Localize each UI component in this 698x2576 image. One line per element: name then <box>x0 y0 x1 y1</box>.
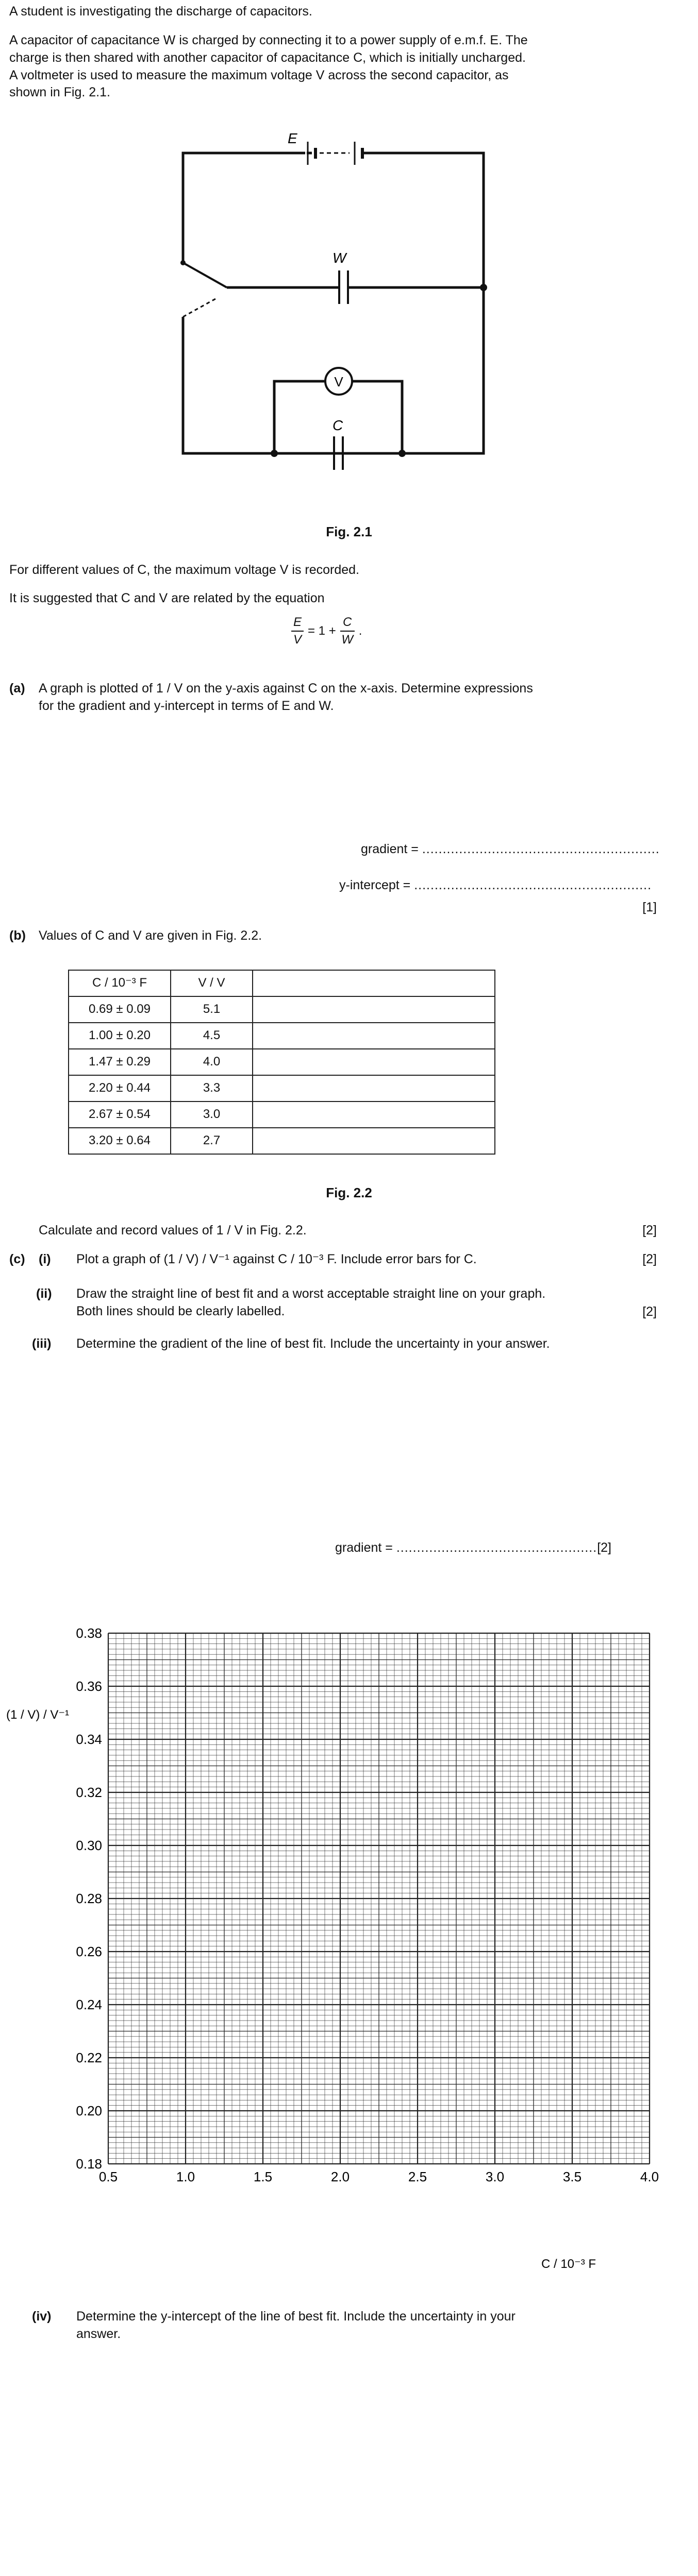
table-row <box>69 1049 495 1075</box>
y-tick-label: 0.28 <box>76 1891 102 1906</box>
junction-dot <box>398 450 406 457</box>
gradient-c-label: gradient = <box>335 1540 393 1555</box>
y-tick-label: 0.32 <box>76 1785 102 1800</box>
junction-dot <box>271 450 278 457</box>
y-tick-label: 0.22 <box>76 2050 102 2065</box>
circuit-diagram <box>155 124 516 495</box>
part-c-i-text: Plot a graph of (1 / V) / V⁻¹ against C / 10⁻³ F. Include error bars for C. <box>76 1252 477 1266</box>
gradient-c-input[interactable]: ................................................. <box>396 1540 597 1555</box>
part-c-ii-line: Draw the straight line of best fit and a worst acceptable straight line on your graph. <box>76 1286 546 1301</box>
cell-inv-v[interactable] <box>253 1128 495 1154</box>
cell-c: 2.20 ± 0.44 <box>69 1075 171 1101</box>
table-row <box>69 1101 495 1128</box>
part-a-line: for the gradient and y-intercept in terms of E and W. <box>39 698 334 713</box>
x-tick-label: 4.0 <box>640 2169 659 2184</box>
label-w: W <box>333 250 346 266</box>
eq-rhs-num: C <box>343 615 352 629</box>
part-c-iii-label: (iii) <box>32 1336 52 1351</box>
voltmeter-label: V <box>334 374 343 389</box>
cell-c: 2.67 ± 0.54 <box>69 1101 171 1128</box>
cell-v: 3.3 <box>171 1075 253 1101</box>
part-c-ii-label: (ii) <box>36 1286 52 1301</box>
part-c-i-marks: [2] <box>642 1252 657 1266</box>
label-c: C <box>333 417 343 433</box>
setup-line: A voltmeter is used to measure the maximum voltage V across the second capacitor, as <box>9 67 509 82</box>
part-a-line: A graph is plotted of 1 / V on the y-axis against C on the x-axis. Determine expressions <box>39 681 533 696</box>
setup-line: shown in Fig. 2.1. <box>9 85 110 100</box>
y-tick-label: 0.20 <box>76 2103 102 2119</box>
table-row <box>69 1128 495 1154</box>
eq-lhs-den: V <box>293 633 302 647</box>
y-tick-label: 0.36 <box>76 1679 102 1694</box>
yint-label: y-intercept = <box>339 878 411 892</box>
x-tick-label: 1.5 <box>253 2169 273 2184</box>
cell-inv-v[interactable] <box>253 1075 495 1101</box>
part-c-iv-line: Determine the y-intercept of the line of best fit. Include the uncertainty in your <box>76 2309 516 2324</box>
x-tick-label: 2.0 <box>330 2169 350 2184</box>
setup-line: A capacitor of capacitance W is charged by connecting it to a power supply of e.m.f. E. The <box>9 33 528 47</box>
setup-paragraph <box>9 32 528 101</box>
x-tick-label: 1.0 <box>176 2169 195 2184</box>
y-axis-label: (1 / V) / V⁻¹ <box>6 1708 70 1722</box>
eq-lhs-num: E <box>293 615 302 629</box>
cell-c: 0.69 ± 0.09 <box>69 996 171 1023</box>
yint-input[interactable]: .......................................................... <box>414 878 652 892</box>
part-a-marks: [1] <box>642 900 657 914</box>
gradient-input[interactable]: .......................................................... <box>422 842 660 856</box>
eq-end: . <box>358 624 362 638</box>
eq-rhs-den: W <box>341 633 354 647</box>
part-c-iv-label: (iv) <box>32 2309 52 2324</box>
part-a-text <box>39 680 533 715</box>
intro-text: A student is investigating the discharge of capacitors. <box>9 4 312 19</box>
cell-inv-v[interactable] <box>253 1049 495 1075</box>
part-c-ii-text <box>76 1285 545 1320</box>
label-e: E <box>288 130 297 146</box>
cell-v: 3.0 <box>171 1101 253 1128</box>
header-inv-v[interactable] <box>253 970 495 996</box>
part-c-ii-marks: [2] <box>642 1304 657 1319</box>
x-axis-label: C / 10⁻³ F <box>541 2257 596 2271</box>
y-tick-label: 0.26 <box>76 1944 102 1959</box>
x-tick-label: 0.5 <box>98 2169 118 2184</box>
cell-v: 4.0 <box>171 1049 253 1075</box>
y-tick-label: 0.18 <box>76 2156 102 2172</box>
y-tick-label: 0.24 <box>76 1997 102 2012</box>
graph <box>6 1618 691 2287</box>
y-tick-label: 0.30 <box>76 1838 102 1853</box>
table-row <box>69 1023 495 1049</box>
cell-v: 5.1 <box>171 996 253 1023</box>
part-b-task: Calculate and record values of 1 / V in Fig. 2.2. <box>39 1223 307 1238</box>
eq-middle: = 1 + <box>308 624 336 638</box>
part-b-text: Values of C and V are given in Fig. 2.2. <box>39 928 262 943</box>
cell-inv-v[interactable] <box>253 1101 495 1128</box>
part-c-label: (c) <box>9 1252 25 1266</box>
table-row <box>69 1075 495 1101</box>
y-tick-label: 0.34 <box>76 1732 102 1747</box>
gradient-c-answer-line <box>335 1539 611 1557</box>
part-b-label: (b) <box>9 928 26 943</box>
x-tick-label: 3.5 <box>562 2169 582 2184</box>
part-c-ii-line: Both lines should be clearly labelled. <box>76 1303 285 1318</box>
paragraph-different: For different values of C, the maximum voltage V is recorded. <box>9 563 360 577</box>
y-tick-label: 0.38 <box>76 1625 102 1641</box>
x-tick-label: 2.5 <box>408 2169 427 2184</box>
part-c-iii-marks: [2] <box>597 1540 611 1555</box>
part-c-i-label: (i) <box>39 1252 51 1266</box>
fig21-caption: Fig. 2.1 <box>326 524 372 539</box>
data-table <box>68 970 495 1155</box>
equation <box>291 614 362 649</box>
part-b-marks: [2] <box>642 1223 657 1238</box>
cell-inv-v[interactable] <box>253 1023 495 1049</box>
yint-answer-line <box>339 877 652 894</box>
header-v: V / V <box>171 970 253 996</box>
graph-grid <box>108 1633 650 2164</box>
cell-c: 3.20 ± 0.64 <box>69 1128 171 1154</box>
part-c-iv-line: answer. <box>76 2326 121 2341</box>
part-c-iii-text: Determine the gradient of the line of best fit. Include the uncertainty in your answer. <box>76 1336 550 1351</box>
gradient-answer-line <box>361 841 660 858</box>
graph-ticks <box>76 1625 659 2184</box>
header-c: C / 10⁻³ F <box>69 970 171 996</box>
part-c-iv-text <box>76 2308 516 2343</box>
setup-line: charge is then shared with another capacitor of capacitance C, which is initially uncharged. <box>9 50 526 65</box>
fig22-caption: Fig. 2.2 <box>326 1185 372 1200</box>
switch-contact <box>180 260 186 265</box>
junction-dot <box>480 284 487 291</box>
cell-v: 2.7 <box>171 1128 253 1154</box>
cell-v: 4.5 <box>171 1023 253 1049</box>
part-a-label: (a) <box>9 681 25 696</box>
x-tick-label: 3.0 <box>485 2169 505 2184</box>
cell-c: 1.00 ± 0.20 <box>69 1023 171 1049</box>
paragraph-suggested: It is suggested that C and V are related by the equation <box>9 591 325 605</box>
cell-c: 1.47 ± 0.29 <box>69 1049 171 1075</box>
gradient-label: gradient = <box>361 842 419 856</box>
table-header-row <box>69 970 495 996</box>
cell-inv-v[interactable] <box>253 996 495 1023</box>
table-row <box>69 996 495 1023</box>
